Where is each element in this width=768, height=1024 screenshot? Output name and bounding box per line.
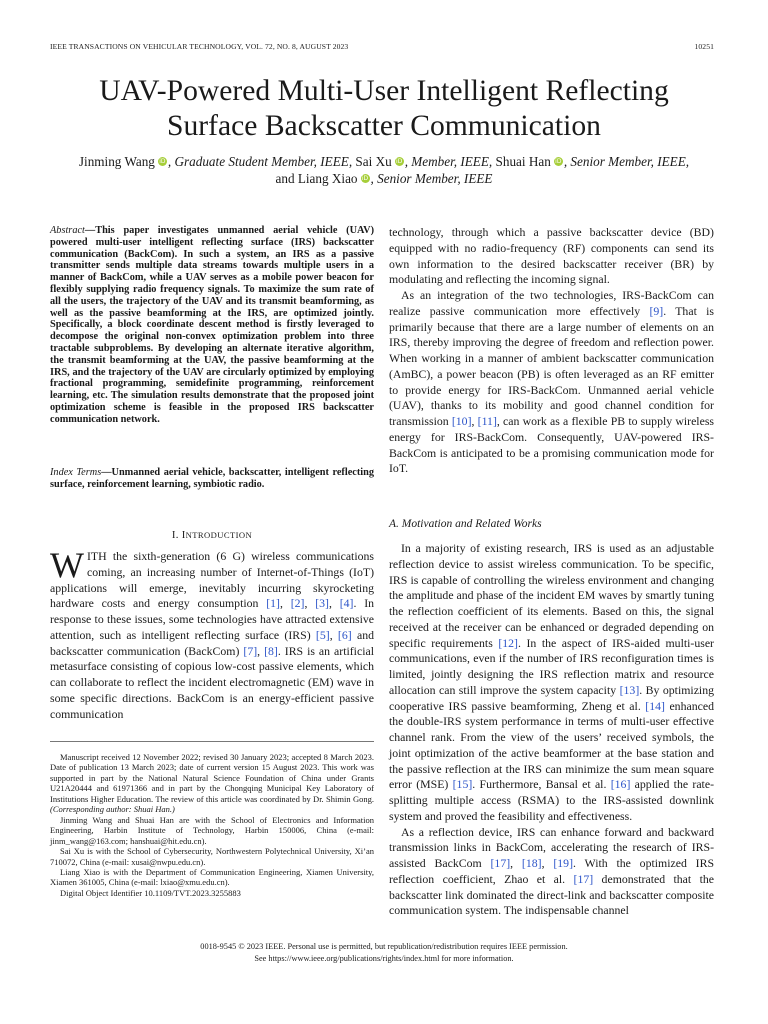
- author-name: and Liang Xiao: [275, 171, 358, 186]
- footnotes: [50, 752, 374, 898]
- citation-link[interactable]: [17]: [573, 871, 594, 886]
- paragraph: In a majority of existing research, IRS is used as an adjustable reflection device to assist wireless communication. To be specific, IRS is capable of controlling the wireless environment and changing the amplitude and phase of the incident EM waves by smartly tuning the reflection coefficient of its elements. Based on this, the signal received at the receiver can be enhanced or degraded depending on specific requirements [12]. In the aspect of IRS-aided multi-user communications, even if the number of IRS reconfiguration times is limited, jointly designing the IRS reflection matrix and resource allocation can still improve the system capacity [13]. By optimizing cooperative IRS passive beamforming, Zheng et al. [14] enhanced the double-IRS system performance in terms of multi-user effective channel rank. From the view of the users’ received symbols, the joint optimization of the active beamformer at the base station and the passive reflection at the IRS can minimize the sum mean square error (MSE) [15]. Furthermore, Bansal et al. [16] applied the rate-splitting multiple access (RSMA) to the IRS-assisted downlink system and proved the feasibility and effectiveness.: [389, 541, 714, 823]
- citation-link[interactable]: [15]: [452, 777, 473, 792]
- index-terms: [50, 467, 374, 491]
- paragraph: As a reflection device, IRS can enhance forward and backward transmission links in BackCom, accelerating the research of IRS-assisted BackCom [17], [18], [19]. With the optimized IRS reflection coefficient, Zhao et al. [17] demonstrated that the backscatter link dominated the direct-link and backscatter composite communication system. The indispensable channel: [389, 824, 715, 918]
- title-line-2: Surface Backscatter Communication: [167, 110, 601, 142]
- footnote: Jinming Wang and Shuai Han are with the School of Electronics and Information Engineering, Harbin Institute of Technology, Harbin 150006, China (e-mail: jinm_wang@163.com; hanshuai@hit.edu.cn).: [50, 814, 374, 846]
- paragraph: technology, through which a passive backscatter device (BD) equipped with no radio-frequency (RF) components can send its own information to the desired backscatter receiver (BR) by modulating and reflecting the incoming signal.: [389, 225, 714, 287]
- citation-link[interactable]: [13]: [619, 682, 640, 697]
- citation-link[interactable]: [2]: [290, 596, 305, 611]
- running-header: [50, 42, 714, 54]
- index-terms-label: Index Terms: [50, 467, 102, 478]
- abstract-text: —This paper investigates unmanned aerial vehicle (UAV) powered multi-user intelligent reflecting surface (IRS) backscatter communication (BackCom). In such a system, an IRS as a passive transmitter sends multiple data streams towards multiple users in a manner of BackCom, while a UAV serves as a mobile power beacon for flexibly supplying radio frequency signals. To maximize the sum rate of all the users, the trajectory of the UAV and its transmit beamforming, as well as the passive beamforming at the IRS, are optimized jointly. Specifically, a block coordinate descent method is firstly leveraged to decompose the original non-convex optimization problem into three tractable subproblems. By developing an alternate iterative algorithm, the transmit beamforming at the UAV, the passive beamforming at the IRS, and the trajectory of the UAV are circularly optimized by employing fractional programming, semidefinite programming, reinforcement learning, etc. The simulation results demonstrate that the proposed joint optimization scheme is feasible in the proposed IRS backscatter communication network.: [50, 225, 374, 425]
- footnote: Sai Xu is with the School of Cybersecurity, Northwestern Polytechnical University, Xi’an 710072, China (e-mail: xusai@nwpu.edu.cn).: [50, 846, 374, 867]
- citation-link[interactable]: [1]: [266, 596, 280, 611]
- citation-link[interactable]: [17]: [490, 856, 511, 870]
- citation-link[interactable]: [11]: [477, 414, 497, 428]
- citation-link[interactable]: [16]: [610, 777, 631, 792]
- title-line-1: UAV-Powered Multi-User Intelligent Reflecting: [99, 75, 669, 107]
- author-affiliation: , Senior Member, IEEE: [370, 171, 493, 186]
- drop-cap: W: [50, 545, 84, 585]
- subsection-heading: A. Motivation and Related Works: [389, 518, 542, 530]
- introduction-body: [50, 545, 375, 722]
- citation-link[interactable]: [4]: [339, 596, 354, 611]
- copyright-line: 0018-9545 © 2023 IEEE. Personal use is permitted, but republication/redistribution requires IEEE permission.: [200, 942, 568, 951]
- paragraph: As an integration of the two technologies, IRS-BackCom can realize passive communication more effectively [9]. That is primarily because that there are a large number of elements on an IRS, thereby improving the degree of freedom and reflection power. When working in a manner of ambient backscatter communication (AmBC), a power beacon (PB) is often leveraged as an RF emitter to provide energy for IRS-BackCom. Unmanned aerial vehicle (UAV), thanks to its mobility and good channel condition for transmission [10], [11], can work as a flexible PB to supply wireless energy for IRS-BackCom. Consequently, UAV-powered IRS-BackCom is anticipated to be a promising communication mode for IoT.: [389, 288, 714, 476]
- author-name: Shuai Han: [492, 154, 551, 169]
- orcid-icon[interactable]: iD: [396, 158, 403, 165]
- author-list: [40, 153, 728, 187]
- citation-link[interactable]: [14]: [645, 698, 665, 713]
- right-column-top: [389, 225, 714, 477]
- author-name: Sai Xu: [352, 154, 392, 169]
- abstract: [50, 225, 374, 426]
- journal-header: IEEE TRANSACTIONS ON VEHICULAR TECHNOLOGY, VOL. 72, NO. 8, AUGUST 2023: [50, 42, 349, 51]
- citation-link[interactable]: [5]: [315, 627, 330, 642]
- author-name: Jinming Wang: [78, 154, 155, 169]
- citation-link[interactable]: [8]: [264, 643, 278, 658]
- copyright-footer: [0, 941, 768, 964]
- citation-link[interactable]: [18]: [521, 856, 542, 870]
- citation-link[interactable]: [19]: [553, 856, 573, 870]
- page-number: 10251: [694, 42, 714, 51]
- citation-link[interactable]: [6]: [337, 627, 352, 642]
- right-column-body: [389, 541, 714, 919]
- paper-title: [0, 74, 768, 144]
- abstract-label: Abstract: [50, 225, 85, 236]
- citation-link[interactable]: [7]: [243, 643, 258, 658]
- orcid-icon[interactable]: iD: [555, 158, 562, 165]
- author-affiliation: , Senior Member, IEEE,: [563, 154, 690, 169]
- footnote: Liang Xiao is with the Department of Communication Engineering, Xiamen University, Xiamen 361005, China (e-mail: lxiao@xmu.edu.cn).: [50, 866, 374, 888]
- footnote-divider: [50, 741, 374, 742]
- footnote: Manuscript received 12 November 2022; revised 30 January 2023; accepted 8 March 2023. Date of publication 13 March 2023; date of current version 15 August 2023. This work was supported in part by the National Natural Science Foundation of China under Grants U21A20444 and 61971366 and in part by the Chongqing Municipal Key Laboratory of Institutions Higher Education. The review of this article was coordinated by Dr. Shimin Gong. (Corresponding author: Shuai Han.): [50, 752, 374, 815]
- author-affiliation: , Graduate Student Member, IEEE,: [167, 154, 353, 169]
- footnote: Digital Object Identifier 10.1109/TVT.2023.3255883: [60, 887, 241, 898]
- citation-link[interactable]: [9]: [649, 303, 664, 318]
- paragraph: WITH the sixth-generation (6 G) wireless communications coming, an increasing number of Internet-of-Things (IoT) applications will emerge, inevitably incurring skyrocketing hardware costs and energy consumption [1], [2], [3], [4]. In response to these issues, some technologies have attracted extensive attention, such as intelligent reflecting surface (IRS) [5], [6] and backscatter communication (BackCom) [7], [8]. IRS is an artificial metasurface consisting of copious low-cost passive elements, which can collaborate to reflect the incident electromagnetic (EM) wave in some specific directions. BackCom is an energy-efficient passive communication: [50, 545, 375, 721]
- citation-link[interactable]: [10]: [451, 414, 472, 428]
- section-heading: I. INTRODUCTION: [171, 529, 253, 541]
- index-terms-text: —Unmanned aerial vehicle, backscatter, intelligent reflecting surface, reinforcement learning, symbiotic radio.: [50, 467, 375, 490]
- citation-link[interactable]: [3]: [315, 596, 329, 611]
- citation-link[interactable]: [12]: [498, 635, 518, 650]
- orcid-icon[interactable]: iD: [159, 158, 166, 165]
- permissions-line: See https://www.ieee.org/publications/rights/index.html for more information.: [254, 953, 514, 963]
- orcid-icon[interactable]: iD: [361, 175, 369, 182]
- author-affiliation: , Member, IEEE,: [404, 154, 493, 169]
